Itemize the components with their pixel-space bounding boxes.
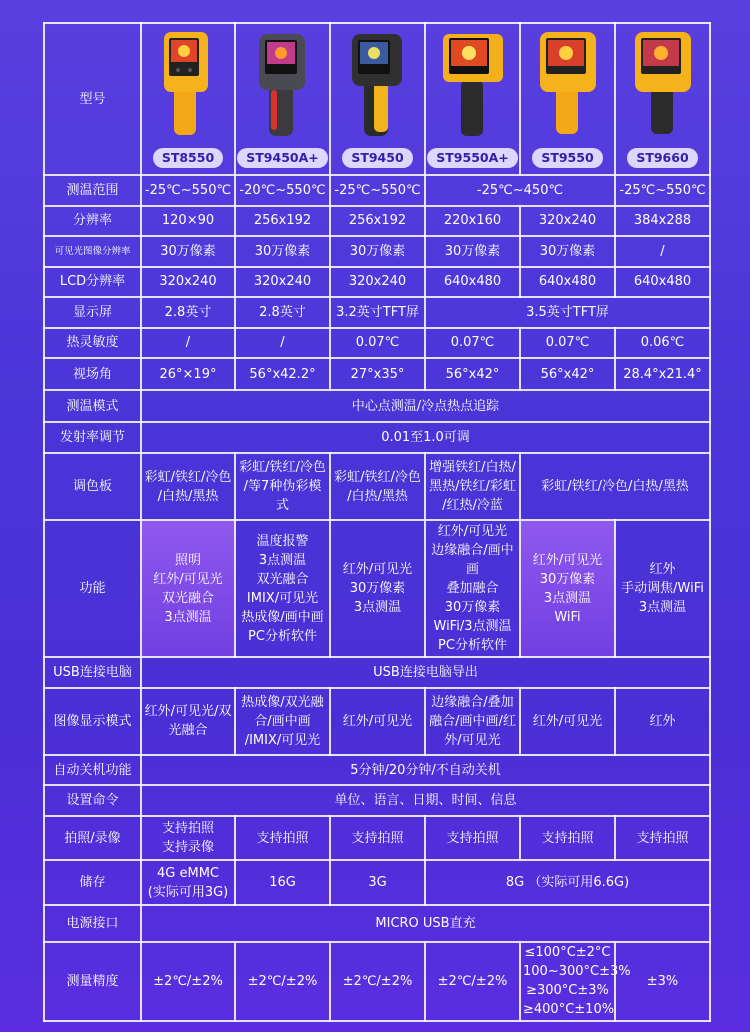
- model-badge: ST9550A+: [427, 148, 517, 168]
- thermal-camera-yellow-icon: [156, 30, 220, 140]
- row-function: [44, 520, 710, 657]
- cell: ±2℃/±2%: [425, 942, 520, 1021]
- cell: 0.06℃: [615, 328, 710, 358]
- row-temp-range: [44, 175, 710, 205]
- cell: 红外/可见光 30万像素 3点测温 WiFi: [520, 520, 615, 657]
- row-lcd-resolution: [44, 267, 710, 297]
- cell: -20℃~550℃: [235, 175, 330, 205]
- cell: 30万像素: [520, 236, 615, 266]
- cell: 256x192: [235, 206, 330, 236]
- row-power: [44, 905, 710, 942]
- cell: 28.4°x21.4°: [615, 358, 710, 390]
- row-photo-video: [44, 816, 710, 861]
- cell: 640x480: [425, 267, 520, 297]
- model-badge: ST9660: [627, 148, 697, 168]
- cell: 红外/可见光: [330, 688, 425, 755]
- cell: 5分钟/20分钟/不自动关机: [141, 755, 710, 785]
- product-cell: [235, 23, 330, 175]
- thermal-camera-yellow-black-icon: [346, 30, 410, 140]
- cell: 红外/可见光: [520, 688, 615, 755]
- row-sensitivity: [44, 328, 710, 358]
- cell: 27°x35°: [330, 358, 425, 390]
- cell: USB连接电脑导出: [141, 657, 710, 687]
- cell: MICRO USB直充: [141, 905, 710, 942]
- cell: 0.07℃: [330, 328, 425, 358]
- label-image-mode: 图像显示模式: [44, 688, 141, 755]
- model-badge: ST8550: [153, 148, 223, 168]
- model-badge: ST9450: [342, 148, 412, 168]
- row-emissivity: [44, 422, 710, 453]
- cell: 彩虹/铁红/冷色 /等7种伪彩模 式: [235, 453, 330, 520]
- cell: 2.8英寸: [141, 297, 235, 327]
- cell: /: [235, 328, 330, 358]
- row-storage: [44, 860, 710, 905]
- cell: ±2℃/±2%: [141, 942, 235, 1021]
- cell: ±2℃/±2%: [235, 942, 330, 1021]
- cell: ≤100°C±2°C 100~300°C±3% ≥300°C±3% ≥400°C±10%: [520, 942, 615, 1021]
- cell: 支持拍照: [520, 816, 615, 861]
- cell: 单位、语言、日期、时间、信息: [141, 785, 710, 815]
- cell: -25℃~450℃: [425, 175, 615, 205]
- label-usb: USB连接电脑: [44, 657, 141, 687]
- cell: 支持拍照: [330, 816, 425, 861]
- row-settings: [44, 785, 710, 815]
- thermal-camera-yellow-icon: [536, 30, 600, 140]
- label-auto-off: 自动关机功能: [44, 755, 141, 785]
- label-storage: 储存: [44, 860, 141, 905]
- cell: 56°x42°: [425, 358, 520, 390]
- row-image-mode: [44, 688, 710, 755]
- label-temp-range: 测温范围: [44, 175, 141, 205]
- cell: 支持拍照: [425, 816, 520, 861]
- cell: 热成像/双光融 合/画中画 /IMIX/可见光: [235, 688, 330, 755]
- label-resolution: 分辨率: [44, 206, 141, 236]
- cell: /: [141, 328, 235, 358]
- cell: 支持拍照: [235, 816, 330, 861]
- row-usb: [44, 657, 710, 687]
- label-sensitivity: 热灵敏度: [44, 328, 141, 358]
- cell: 彩虹/铁红/冷色 /白热/黑热: [141, 453, 235, 520]
- cell: 彩虹/铁红/冷色/白热/黑热: [520, 453, 710, 520]
- product-cell: [141, 23, 235, 175]
- cell: -25℃~550℃: [615, 175, 710, 205]
- model-badge: ST9450A+: [237, 148, 327, 168]
- cell: ±2℃/±2%: [330, 942, 425, 1021]
- label-lcd-resolution: LCD分辨率: [44, 267, 141, 297]
- label-measure-mode: 测温模式: [44, 390, 141, 421]
- row-fov: [44, 358, 710, 390]
- cell: 30万像素: [425, 236, 520, 266]
- row-visible-resolution: [44, 236, 710, 266]
- cell: 红外/可见光 边缘融合/画中 画 叠加融合 30万像素 WiFi/3点测温 PC分析软件: [425, 520, 520, 657]
- cell: 640x480: [615, 267, 710, 297]
- cell: 320x240: [330, 267, 425, 297]
- cell: 8G （实际可用6.6G): [425, 860, 710, 905]
- cell: 红外: [615, 688, 710, 755]
- label-display: 显示屏: [44, 297, 141, 327]
- cell: 边缘融合/叠加 融合/画中画/红 外/可见光: [425, 688, 520, 755]
- thermal-camera-yellow-black-icon: [441, 30, 505, 140]
- cell: 320x240: [520, 206, 615, 236]
- cell: 256x192: [330, 206, 425, 236]
- cell: 3.2英寸TFT屏: [330, 297, 425, 327]
- cell: 384x288: [615, 206, 710, 236]
- cell: 30万像素: [330, 236, 425, 266]
- cell: 640x480: [520, 267, 615, 297]
- cell: -25℃~550℃: [330, 175, 425, 205]
- cell: 56°x42.2°: [235, 358, 330, 390]
- label-accuracy: 测量精度: [44, 942, 141, 1021]
- thermal-camera-yellow-icon: [631, 30, 695, 140]
- label-photo-video: 拍照/录像: [44, 816, 141, 861]
- label-emissivity: 发射率调节: [44, 422, 141, 453]
- row-resolution: [44, 206, 710, 236]
- row-model: [44, 23, 710, 175]
- cell: 温度报警 3点测温 双光融合 IMIX/可见光 热成像/画中画 PC分析软件: [235, 520, 330, 657]
- cell: 支持拍照 支持录像: [141, 816, 235, 861]
- label-model: 型号: [44, 23, 141, 175]
- comparison-table: [43, 22, 711, 1022]
- cell: 220x160: [425, 206, 520, 236]
- cell: 320x240: [235, 267, 330, 297]
- cell: 照明 红外/可见光 双光融合 3点测温: [141, 520, 235, 657]
- cell: 0.07℃: [425, 328, 520, 358]
- row-accuracy: [44, 942, 710, 1021]
- cell: 56°x42°: [520, 358, 615, 390]
- cell: 120×90: [141, 206, 235, 236]
- cell: 增强铁红/白热/ 黑热/铁红/彩虹 /红热/冷蓝: [425, 453, 520, 520]
- cell: /: [615, 236, 710, 266]
- cell: 26°×19°: [141, 358, 235, 390]
- product-cell: [425, 23, 520, 175]
- cell: 0.07℃: [520, 328, 615, 358]
- label-function: 功能: [44, 520, 141, 657]
- label-visible-resolution: 可见光图像分辨率: [44, 236, 141, 266]
- row-auto-off: [44, 755, 710, 785]
- cell: 彩虹/铁红/冷色 /白热/黑热: [330, 453, 425, 520]
- cell: 3.5英寸TFT屏: [425, 297, 710, 327]
- cell: 红外 手动调焦/WiFi 3点测温: [615, 520, 710, 657]
- product-cell: [330, 23, 425, 175]
- label-settings: 设置命令: [44, 785, 141, 815]
- label-power: 电源接口: [44, 905, 141, 942]
- label-fov: 视场角: [44, 358, 141, 390]
- cell: 30万像素: [141, 236, 235, 266]
- cell: 中心点测温/冷点热点追踪: [141, 390, 710, 421]
- cell: -25℃~550℃: [141, 175, 235, 205]
- row-palette: [44, 453, 710, 520]
- cell: 0.01至1.0可调: [141, 422, 710, 453]
- label-palette: 调色板: [44, 453, 141, 520]
- thermal-camera-gray-red-icon: [251, 30, 315, 140]
- cell: 红外/可见光 30万像素 3点测温: [330, 520, 425, 657]
- model-badge: ST9550: [532, 148, 602, 168]
- cell: 3G: [330, 860, 425, 905]
- cell: 16G: [235, 860, 330, 905]
- cell: 30万像素: [235, 236, 330, 266]
- product-cell: [615, 23, 710, 175]
- cell: 红外/可见光/双 光融合: [141, 688, 235, 755]
- row-display: [44, 297, 710, 327]
- product-cell: [520, 23, 615, 175]
- cell: 2.8英寸: [235, 297, 330, 327]
- cell: 4G eMMC (实际可用3G): [141, 860, 235, 905]
- cell: ±3%: [615, 942, 710, 1021]
- cell: 320x240: [141, 267, 235, 297]
- cell: 支持拍照: [615, 816, 710, 861]
- row-measure-mode: [44, 390, 710, 421]
